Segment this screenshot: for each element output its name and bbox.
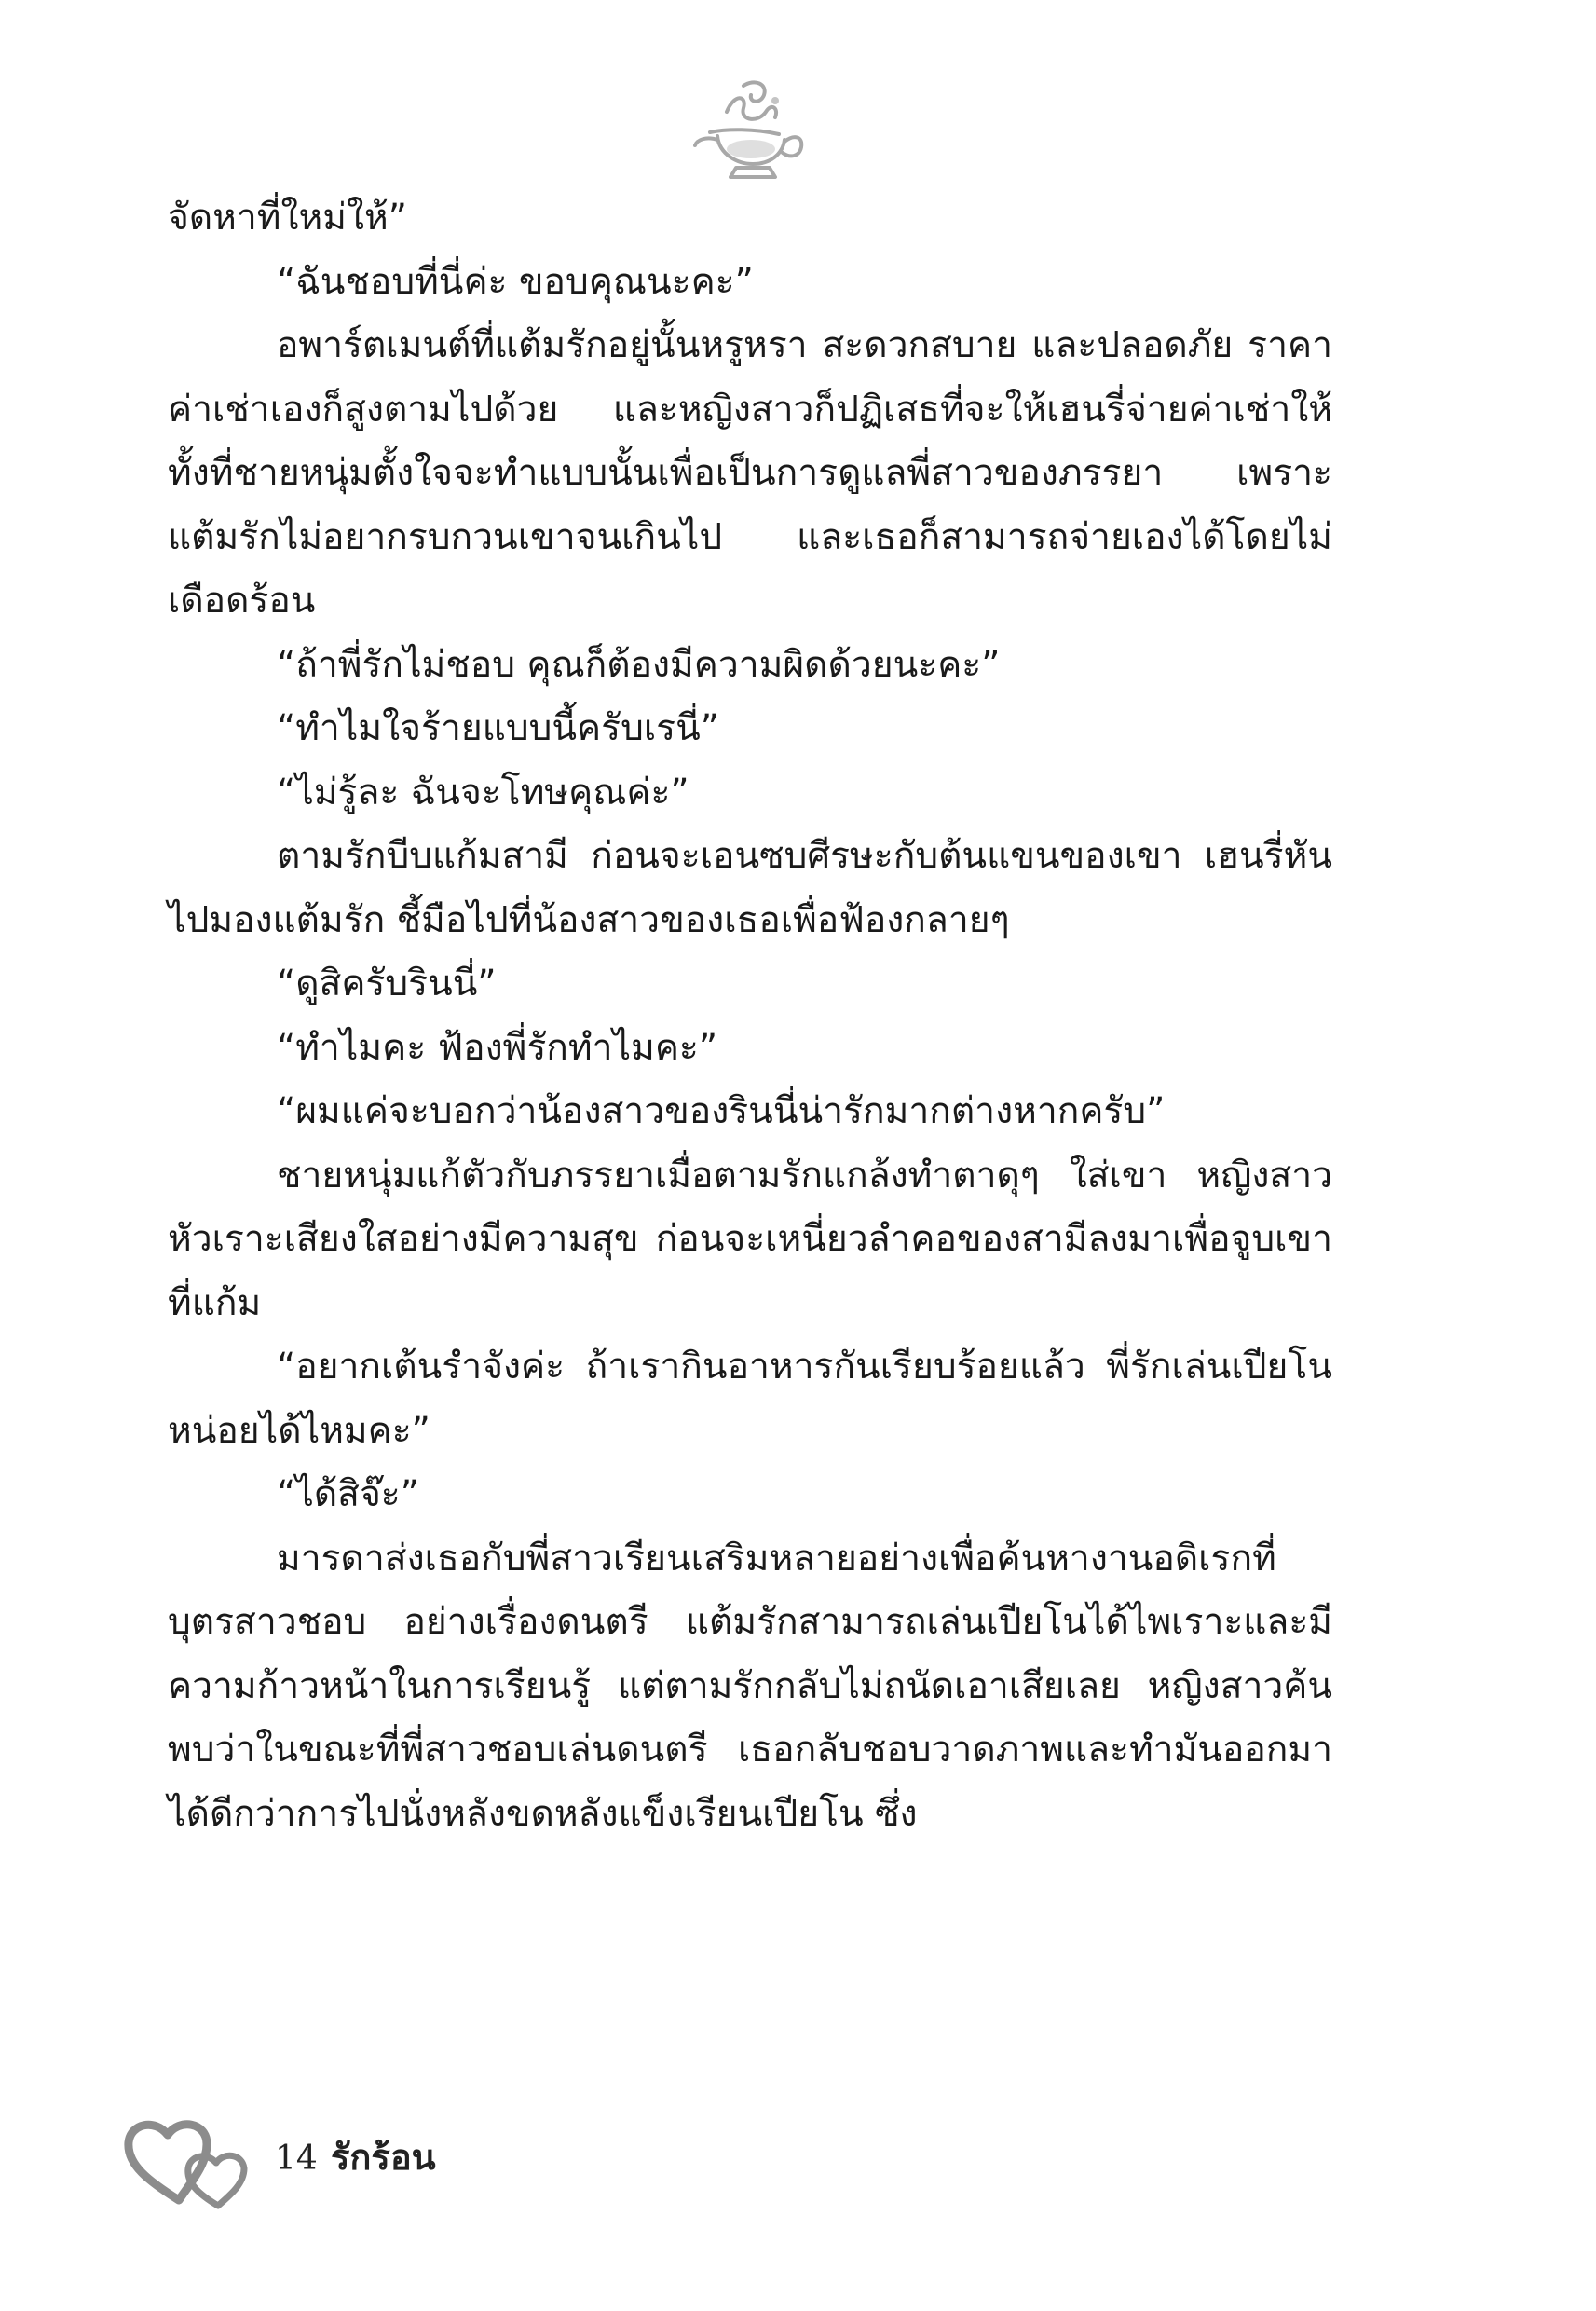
double-heart-icon: [121, 2111, 261, 2213]
paragraph-14: มารดาส่งเธอกับพี่สาวเรียนเสริมหลายอย่างเพื่อค้นหางานอดิเรกที่บุตรสาวชอบ อย่างเรื่องดนตรี แต้มรักสามารถเล่นเปียโนได้ไพเราะและมีความก้าวหน้าในการเรียนรู้ แต่ตามรักกลับไม่ถนัดเอาเสียเลย หญิงสาวค้นพบว่าในขณะที่พี่สาวชอบเล่นดนตรี เธอกลับชอบวาดภาพและทำมันออกมาได้ดีกว่าการไปนั่งหลังขดหลังแข็งเรียนเปียโน ซึ่ง: [168, 1537, 1332, 1835]
paragraph-13: “ได้สิจ๊ะ”: [277, 1473, 419, 1515]
paragraph-4: “ถ้าพี่รักไม่ชอบ คุณก็ต้องมีความผิดด้วยนะคะ”: [277, 643, 1001, 686]
paragraph-5: “ทำไมใจร้ายแบบนี้ครับเรนี่”: [277, 707, 719, 749]
paragraph-10: “ผมแค่จะบอกว่าน้องสาวของรินนี่น่ารักมากต่างหากครับ”: [277, 1090, 1166, 1132]
paragraph-12: “อยากเต้นรำจังค่ะ ถ้าเรากินอาหารกันเรียบร้อยแล้ว พี่รักเล่นเปียโนหน่อยได้ไหมคะ”: [168, 1346, 1332, 1452]
paragraph-6: “ไม่รู้ละ ฉันจะโทษคุณค่ะ”: [277, 771, 689, 814]
paragraph-1: จัดหาที่ใหม่ให้”: [168, 197, 407, 239]
paragraph-7: ตามรักบีบแก้มสามี ก่อนจะเอนซบศีรษะกับต้นแขนของเขา เฮนรี่หันไปมองแต้มรัก ชี้มือไปที่น้องสาวของเธอเพื่อฟ้องกลายๆ: [168, 835, 1332, 941]
body-text: [168, 186, 1332, 1846]
genie-lamp-icon: [689, 75, 811, 196]
paragraph-2: “ฉันชอบที่นี่ค่ะ ขอบคุณนะคะ”: [277, 260, 754, 303]
paragraph-9: “ทำไมคะ ฟ้องพี่รักทำไมคะ”: [277, 1026, 718, 1069]
paragraph-11: ชายหนุ่มแก้ตัวกับภรรยาเมื่อตามรักแกล้งทำตาดุๆ ใส่เขา หญิงสาวหัวเราะเสียงใสอย่างมีความสุข ก่อนจะเหนี่ยวลำคอของสามีลงมาเพื่อจูบเขาที่แก้ม: [168, 1154, 1332, 1324]
paragraph-3: อพาร์ตเมนต์ที่แต้มรักอยู่นั้นหรูหรา สะดวกสบาย และปลอดภัย ราคาค่าเช่าเองก็สูงตามไปด้วย และหญิงสาวก็ปฏิเสธที่จะให้เฮนรี่จ่ายค่าเช่าให้ ทั้งที่ชายหนุ่มตั้งใจจะทำแบบนั้นเพื่อเป็นการดูแลพี่สาวของภรรยา เพราะแต้มรักไม่อยากรบกวนเขาจนเกินไป และเธอก็สามารถจ่ายเองได้โดยไม่เดือดร้อน: [168, 324, 1332, 622]
page-footer: [121, 2111, 587, 2213]
page-number: 14: [275, 2140, 318, 2178]
paragraph-8: “ดูสิครับรินนี่”: [277, 963, 497, 1005]
running-title: รักร้อน: [331, 2137, 436, 2178]
